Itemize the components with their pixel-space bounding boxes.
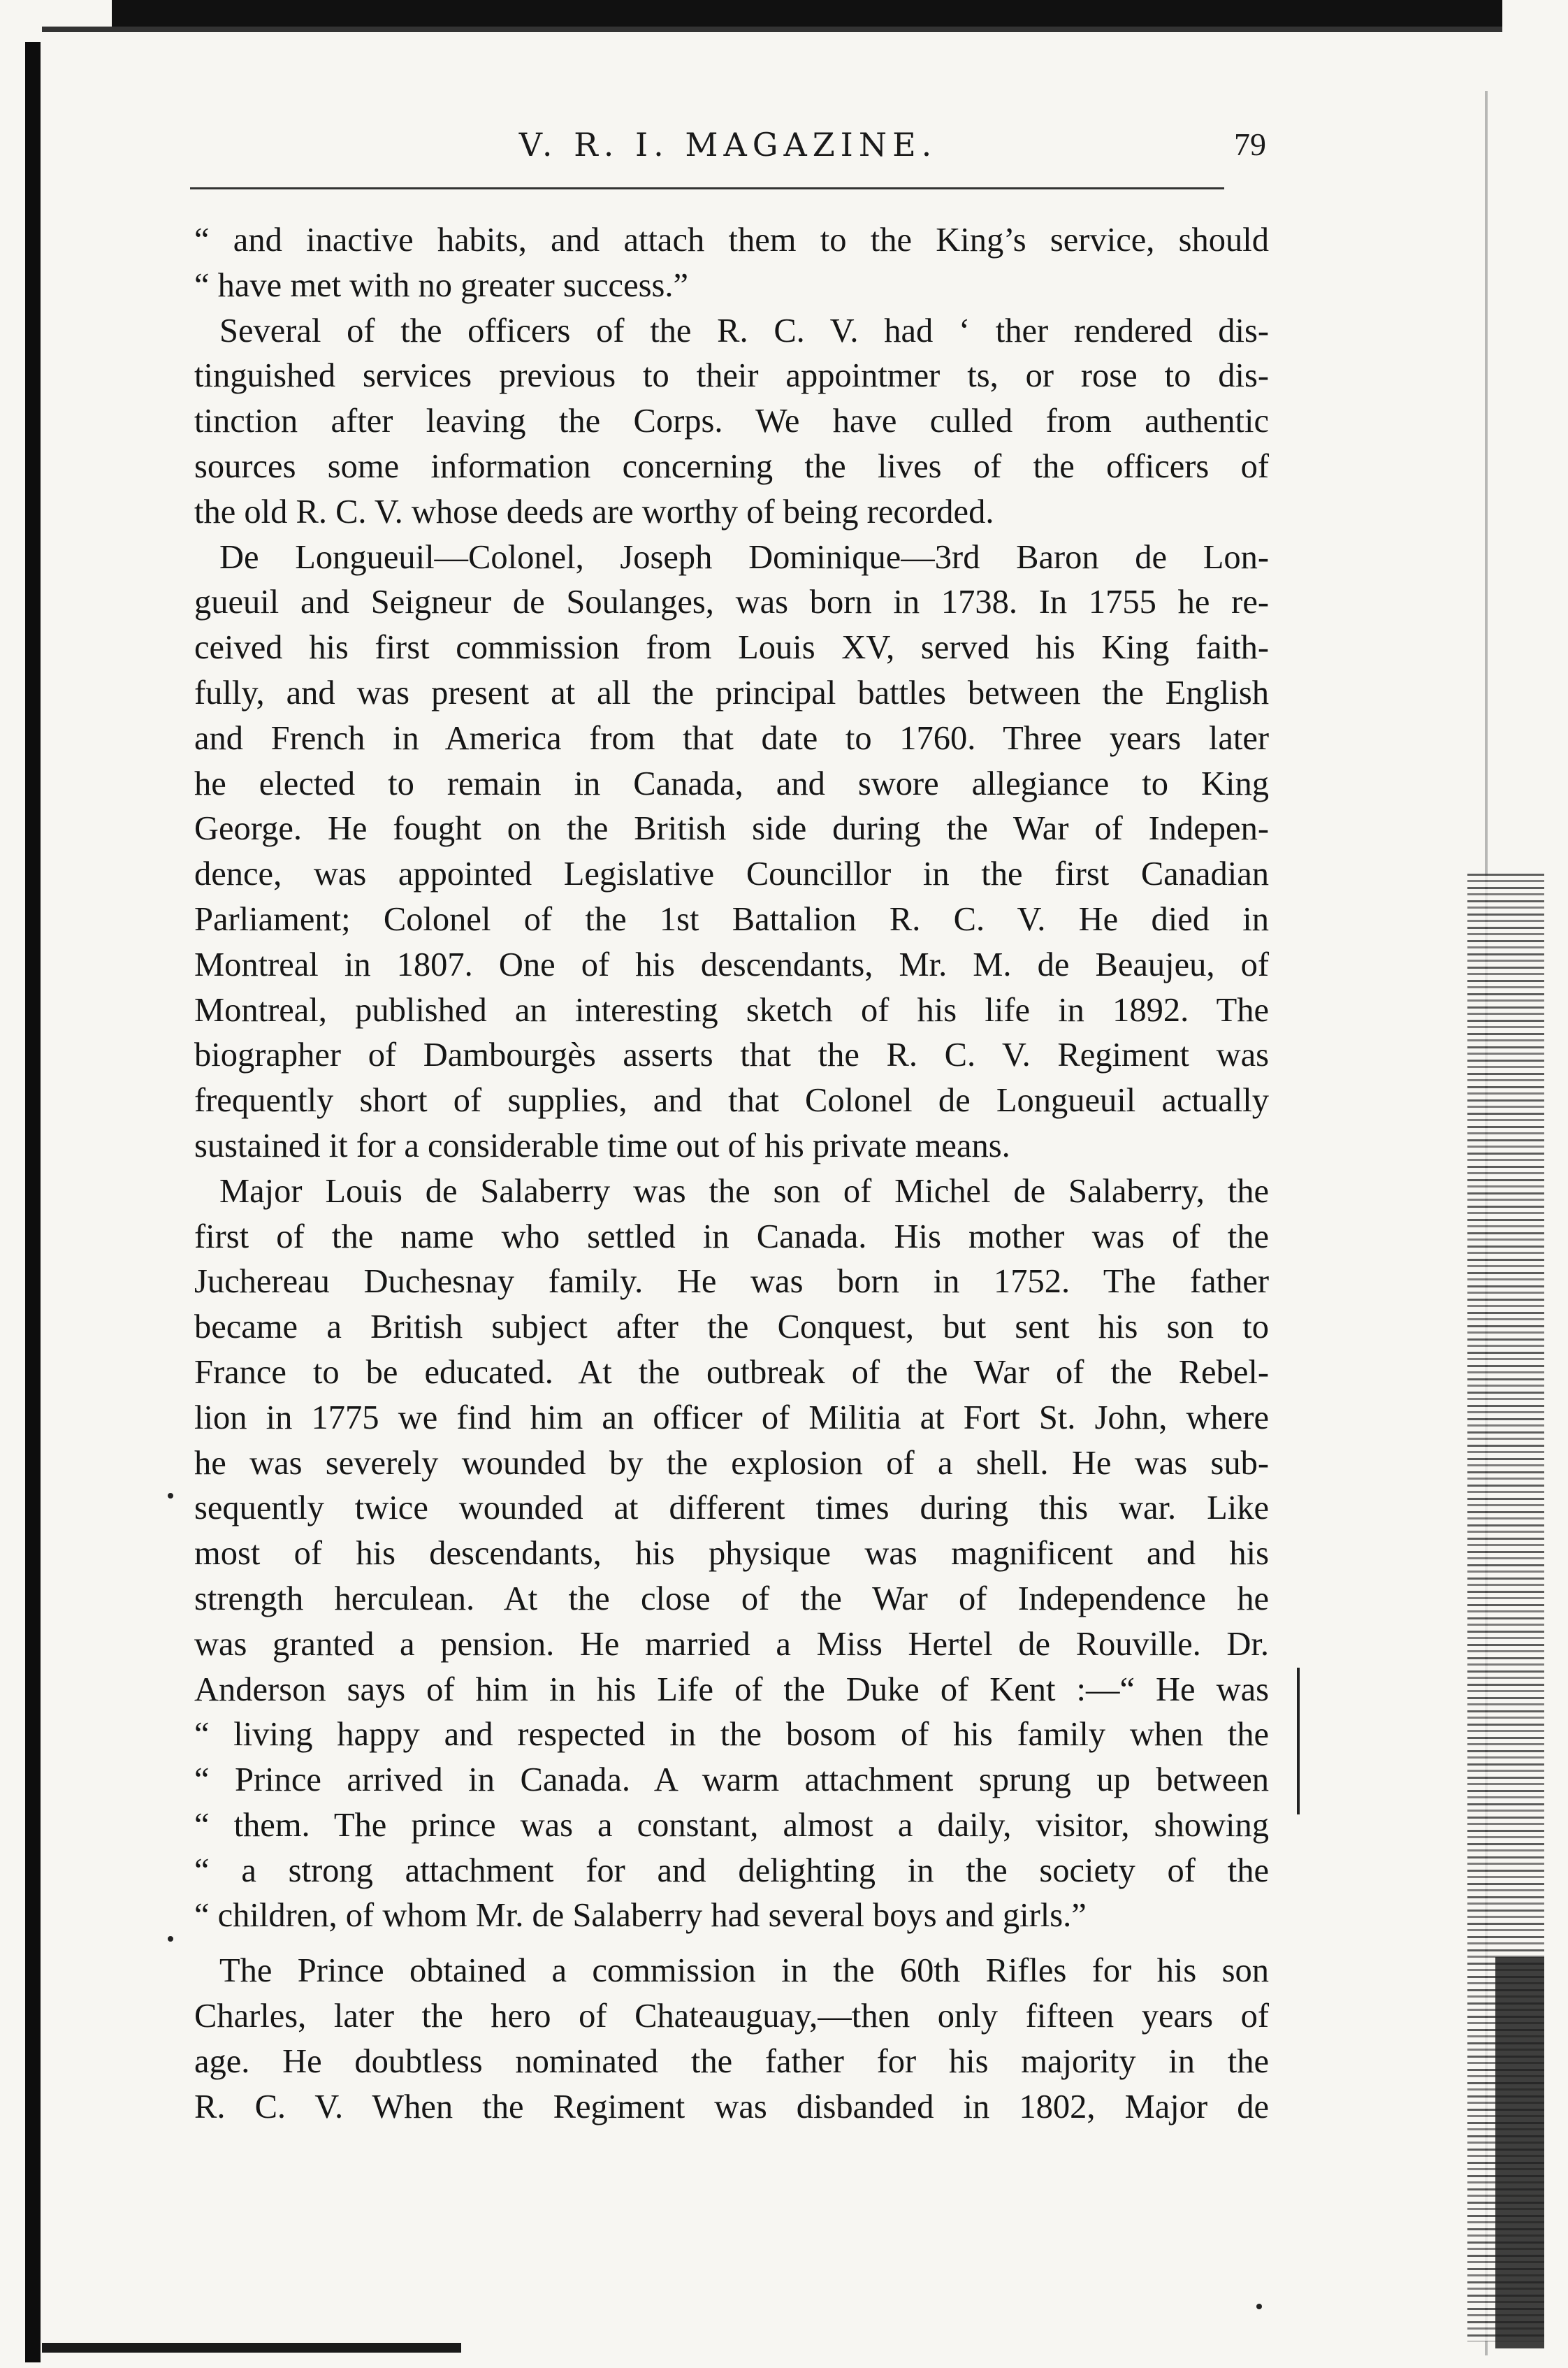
text-line: “ and inactive habits, and attach them to the King’s service, should	[194, 222, 1269, 259]
text-line: “ Prince arrived in Canada. A warm attachment sprung up between	[194, 1761, 1269, 1799]
paragraph-gap	[194, 1939, 1269, 1949]
text-line: Parliament; Colonel of the 1st Battalion R. C. V. He died in	[194, 900, 1269, 938]
text-line: “ a strong attachment for and delighting in the society of the	[194, 1851, 1269, 1889]
text-line: France to be educated. At the outbreak of the War of the Rebel-	[194, 1353, 1269, 1391]
text-line: “ children, of whom Mr. de Salaberry had several boys and girls.”	[194, 1897, 1087, 1935]
header-rule	[190, 187, 1224, 189]
text-line: “ them. The prince was a constant, almost a daily, visitor, showing	[194, 1806, 1269, 1844]
text-line: Montreal in 1807. One of his descendants, Mr. M. de Beaujeu, of	[194, 946, 1269, 983]
text-line: became a British subject after the Conquest, but sent his son to	[194, 1308, 1269, 1346]
paragraph	[194, 1169, 1269, 1940]
text-line: first of the name who settled in Canada. His mother was of the	[194, 1218, 1269, 1255]
text-line: biographer of Dambourgès asserts that the R. C. V. Regiment was	[194, 1037, 1269, 1074]
text-line: lion in 1775 we find him an officer of Militia at Fort St. John, where	[194, 1399, 1269, 1436]
scan-top-edge-shadow	[42, 27, 1502, 32]
text-line: the old R. C. V. whose deeds are worthy of being recorded.	[194, 493, 994, 530]
text-line: fully, and was present at all the principal battles between the English	[194, 674, 1269, 712]
text-line: George. He fought on the British side during the War of Indepen-	[194, 810, 1269, 848]
text-line: De Longueuil—Colonel, Joseph Dominique—3rd Baron de Lon-	[219, 538, 1269, 576]
text-line: Major Louis de Salaberry was the son of Michel de Salaberry, the	[219, 1172, 1269, 1210]
text-line: “ have met with no greater success.”	[194, 266, 688, 304]
text-line: Montreal, published an interesting sketch of his life in 1892. The	[194, 991, 1269, 1029]
text-line: tinguished services previous to their appointmer ts, or rose to dis-	[194, 357, 1269, 395]
text-line: sustained it for a considerable time out of his private means.	[194, 1127, 1010, 1164]
article-body	[194, 218, 1269, 2130]
scan-bottom-edge	[42, 2343, 461, 2353]
text-line: strength herculean. At the close of the War of Independence he	[194, 1580, 1269, 1617]
margin-speck	[168, 1493, 173, 1499]
paragraph	[194, 309, 1269, 535]
text-line: age. He doubtless nominated the father for his majority in the	[194, 2042, 1269, 2080]
text-line: Charles, later the hero of Chateauguay,—then only fifteen years of	[194, 1998, 1269, 2035]
paragraph	[194, 218, 1269, 309]
page-header	[190, 126, 1266, 182]
text-line: Juchereau Duchesnay family. He was born in 1752. The father	[194, 1263, 1269, 1301]
text-line: was granted a pension. He married a Miss Hertel de Rouville. Dr.	[194, 1625, 1269, 1663]
paragraph	[194, 535, 1269, 1169]
text-line: Anderson says of him in his Life of the Duke of Kent :—“ He was	[194, 1670, 1269, 1708]
paragraph	[194, 1949, 1269, 2130]
text-line: dence, was appointed Legislative Councillor in the first Canadian	[194, 855, 1269, 893]
text-line: sequently twice wounded at different times during this war. Like	[194, 1489, 1269, 1527]
text-line: he was severely wounded by the explosion of a shell. He was sub-	[194, 1444, 1269, 1482]
text-line: sources some information concerning the lives of the officers of	[194, 447, 1269, 485]
text-line: he elected to remain in Canada, and swore allegiance to King	[194, 765, 1269, 802]
margin-quote-mark	[1297, 1668, 1300, 1814]
text-line: and French in America from that date to 1760. Three years later	[194, 719, 1269, 757]
text-line: tinction after leaving the Corps. We have culled from authentic	[194, 403, 1269, 440]
scan-adjacent-page-shadow	[1495, 1957, 1544, 2348]
margin-speck	[1256, 2304, 1262, 2309]
page-number: 79	[1234, 127, 1266, 162]
text-line: “ living happy and respected in the bosom of his family when the	[194, 1716, 1269, 1754]
running-head: V. R. I. MAGAZINE.	[518, 126, 938, 164]
text-line: gueuil and Seigneur de Soulanges, was born in 1738. In 1755 he re-	[194, 584, 1269, 621]
text-line: frequently short of supplies, and that Colonel de Longueuil actually	[194, 1082, 1269, 1120]
text-line: Several of the officers of the R. C. V. had ‘ ther rendered dis-	[219, 312, 1269, 349]
margin-speck	[168, 1936, 173, 1942]
text-line: most of his descendants, his physique was magnificent and his	[194, 1535, 1269, 1573]
scan-binding-edge	[25, 42, 41, 2362]
scan-top-edge	[112, 0, 1502, 28]
text-line: The Prince obtained a commission in the 60th Rifles for his son	[219, 1952, 1269, 1990]
text-line: ceived his first commission from Louis XV, served his King faith-	[194, 629, 1269, 667]
text-line: R. C. V. When the Regiment was disbanded in 1802, Major de	[194, 2088, 1269, 2125]
